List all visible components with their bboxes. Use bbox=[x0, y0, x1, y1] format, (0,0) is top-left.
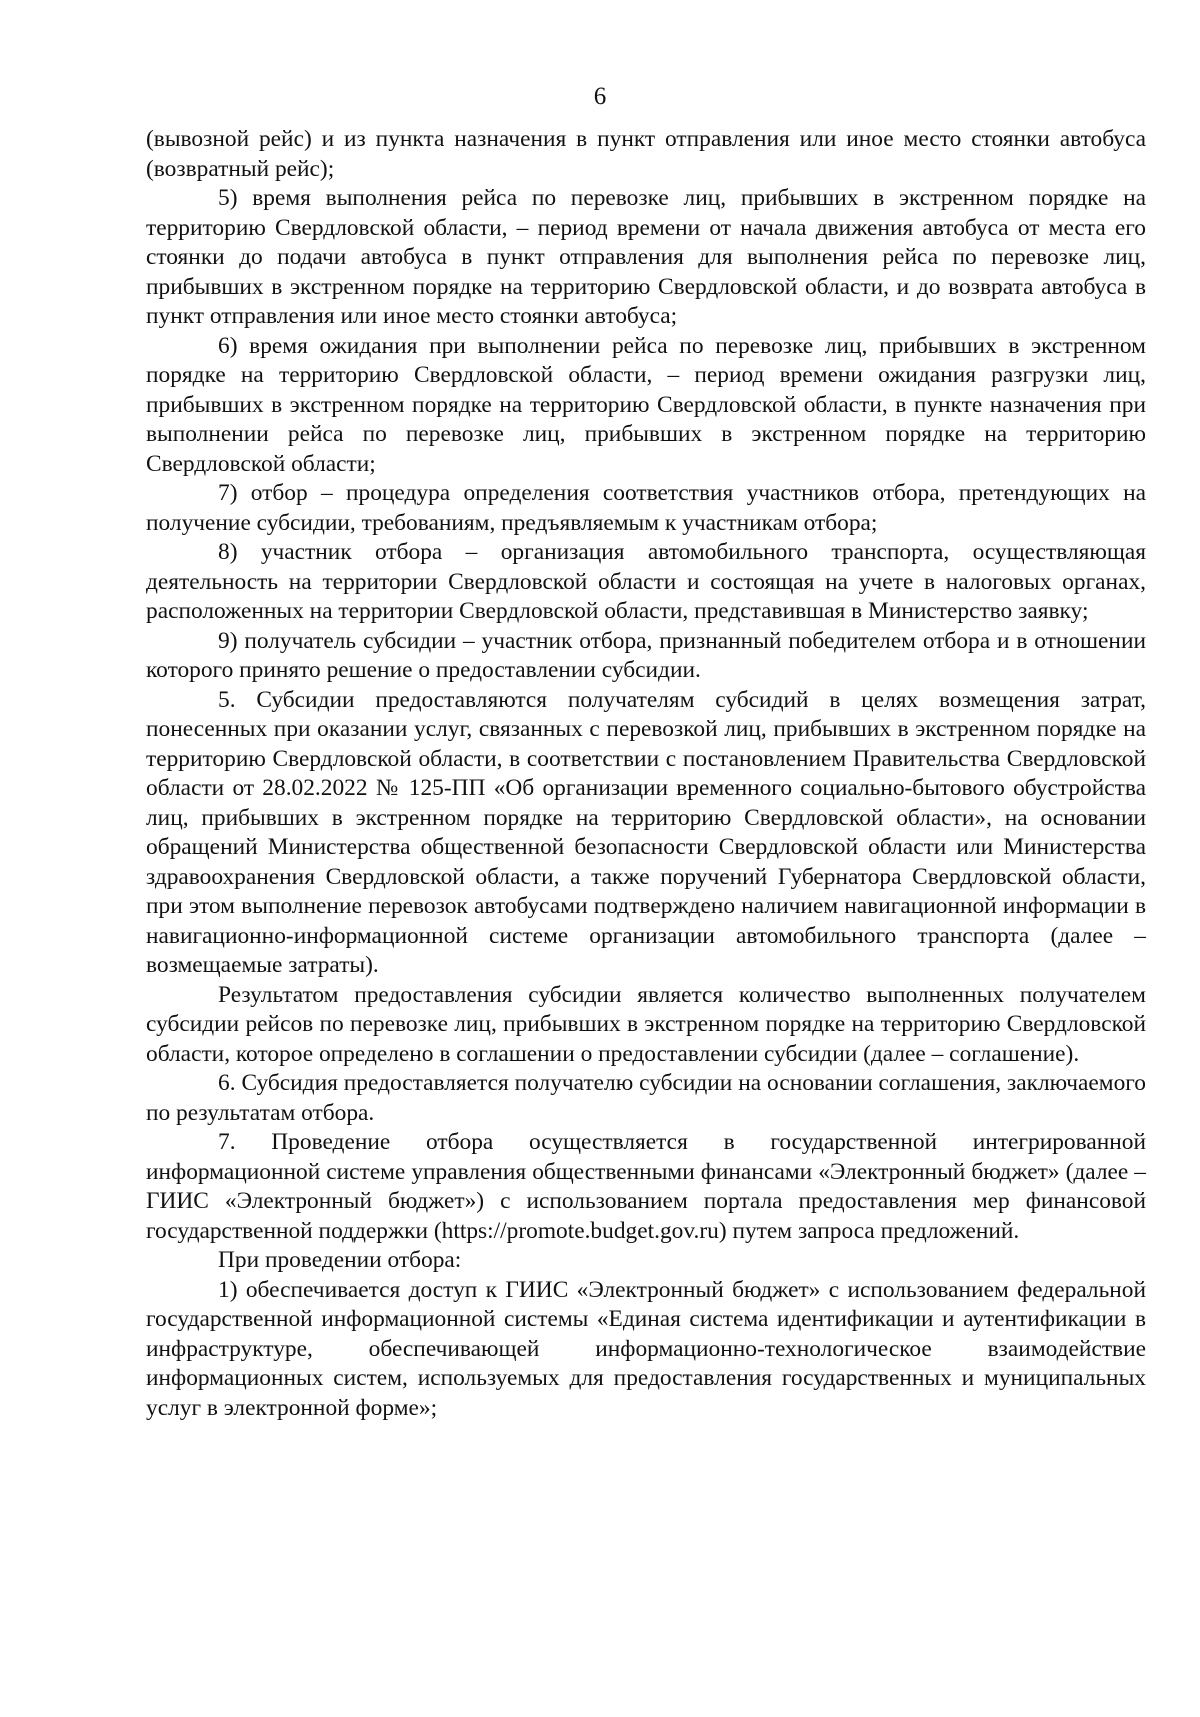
paragraph-selection-item-1: 1) обеспечивается доступ к ГИИС «Электронный бюджет» с использованием федеральной государственной информационной системы «Единая система идентификации и аутентификации в инфраструктуре, обеспечивающей информационно-технологическое взаимодействие информационных систем, используемых для предоставления государственных и муниципальных услуг в электронной форме»; bbox=[146, 1276, 1146, 1421]
paragraph-item-7: 7) отбор – процедура определения соответствия участников отбора, претендующих на получение субсидии, требованиям, предъявляемым к участникам отбора; bbox=[146, 480, 1146, 536]
paragraph-section-7: 7. Проведение отбора осуществляется в государственной интегрированной информационной системе управления общественными финансами «Электронный бюджет» (далее – ГИИС «Электронный бюджет») с использованием портала предоставления мер финансовой государственной поддержки (https://promote.budget.gov.ru) путем запроса предложений. bbox=[146, 1129, 1146, 1244]
paragraph-section-6: 6. Субсидия предоставляется получателю субсидии на основании соглашения, заключаемого по результатам отбора. bbox=[146, 1070, 1146, 1126]
paragraph-selection-intro: При проведении отбора: bbox=[218, 1247, 462, 1273]
page-number: 6 bbox=[593, 83, 607, 110]
paragraph-item-8: 8) участник отбора – организация автомобильного транспорта, осуществляющая деятельность на территории Свердловской области и состоящая на учете в налоговых органах, расположенных на территории Свердловской области, представившая в Министерство заявку; bbox=[146, 539, 1146, 624]
paragraph-item-9: 9) получатель субсидии – участник отбора, признанный победителем отбора и в отношении которого принято решение о предоставлении субсидии. bbox=[146, 627, 1146, 683]
document-body bbox=[146, 125, 1146, 1423]
paragraph-item-6: 6) время ожидания при выполнении рейса по перевозке лиц, прибывших в экстренном порядке на территорию Свердловской области, – период времени ожидания разгрузки лиц, прибывших в экстренном порядке на территорию Свердловской области, в пункте назначения при выполнении рейса по перевозке лиц, прибывших в экстренном порядке на территорию Свердловской области; bbox=[146, 332, 1146, 477]
paragraph-result: Результатом предоставления субсидии является количество выполненных получателем субсидии рейсов по перевозке лиц, прибывших в экстренном порядке на территорию Свердловской области, которое определено в соглашении о предоставлении субсидии (далее – соглашение). bbox=[146, 981, 1146, 1067]
paragraph-continuation: (вывозной рейс) и из пункта назначения в пункт отправления или иное место стоянки автобуса (возвратный рейс); bbox=[146, 126, 1146, 182]
paragraph-section-5: 5. Субсидии предоставляются получателям субсидий в целях возмещения затрат, понесенных при оказании услуг, связанных с перевозкой лиц, прибывших в экстренном порядке на территорию Свердловской области, в соответствии с постановлением Правительства Свердловской области от 28.02.2022 № 125-ПП «Об организации временного социально-бытового обустройства лиц, прибывших в экстренном порядке на территорию Свердловской области», на основании обращений Министерства общественной безопасности Свердловской области или Министерства здравоохранения Свердловской области, а также поручений Губернатора Свердловской области, при этом выполнение перевозок автобусами подтверждено наличием навигационной информации в навигационно-информационной системе организации автомобильного транспорта (далее – возмещаемые затраты). bbox=[146, 686, 1146, 978]
paragraph-item-5: 5) время выполнения рейса по перевозке лиц, прибывших в экстренном порядке на территорию Свердловской области, – период времени от начала движения автобуса от места его стоянки до подачи автобуса в пункт отправления для выполнения рейса по перевозке лиц, прибывших в экстренном порядке на территорию Свердловской области, и до возврата автобуса в пункт отправления или иное место стоянки автобуса; bbox=[146, 185, 1146, 329]
